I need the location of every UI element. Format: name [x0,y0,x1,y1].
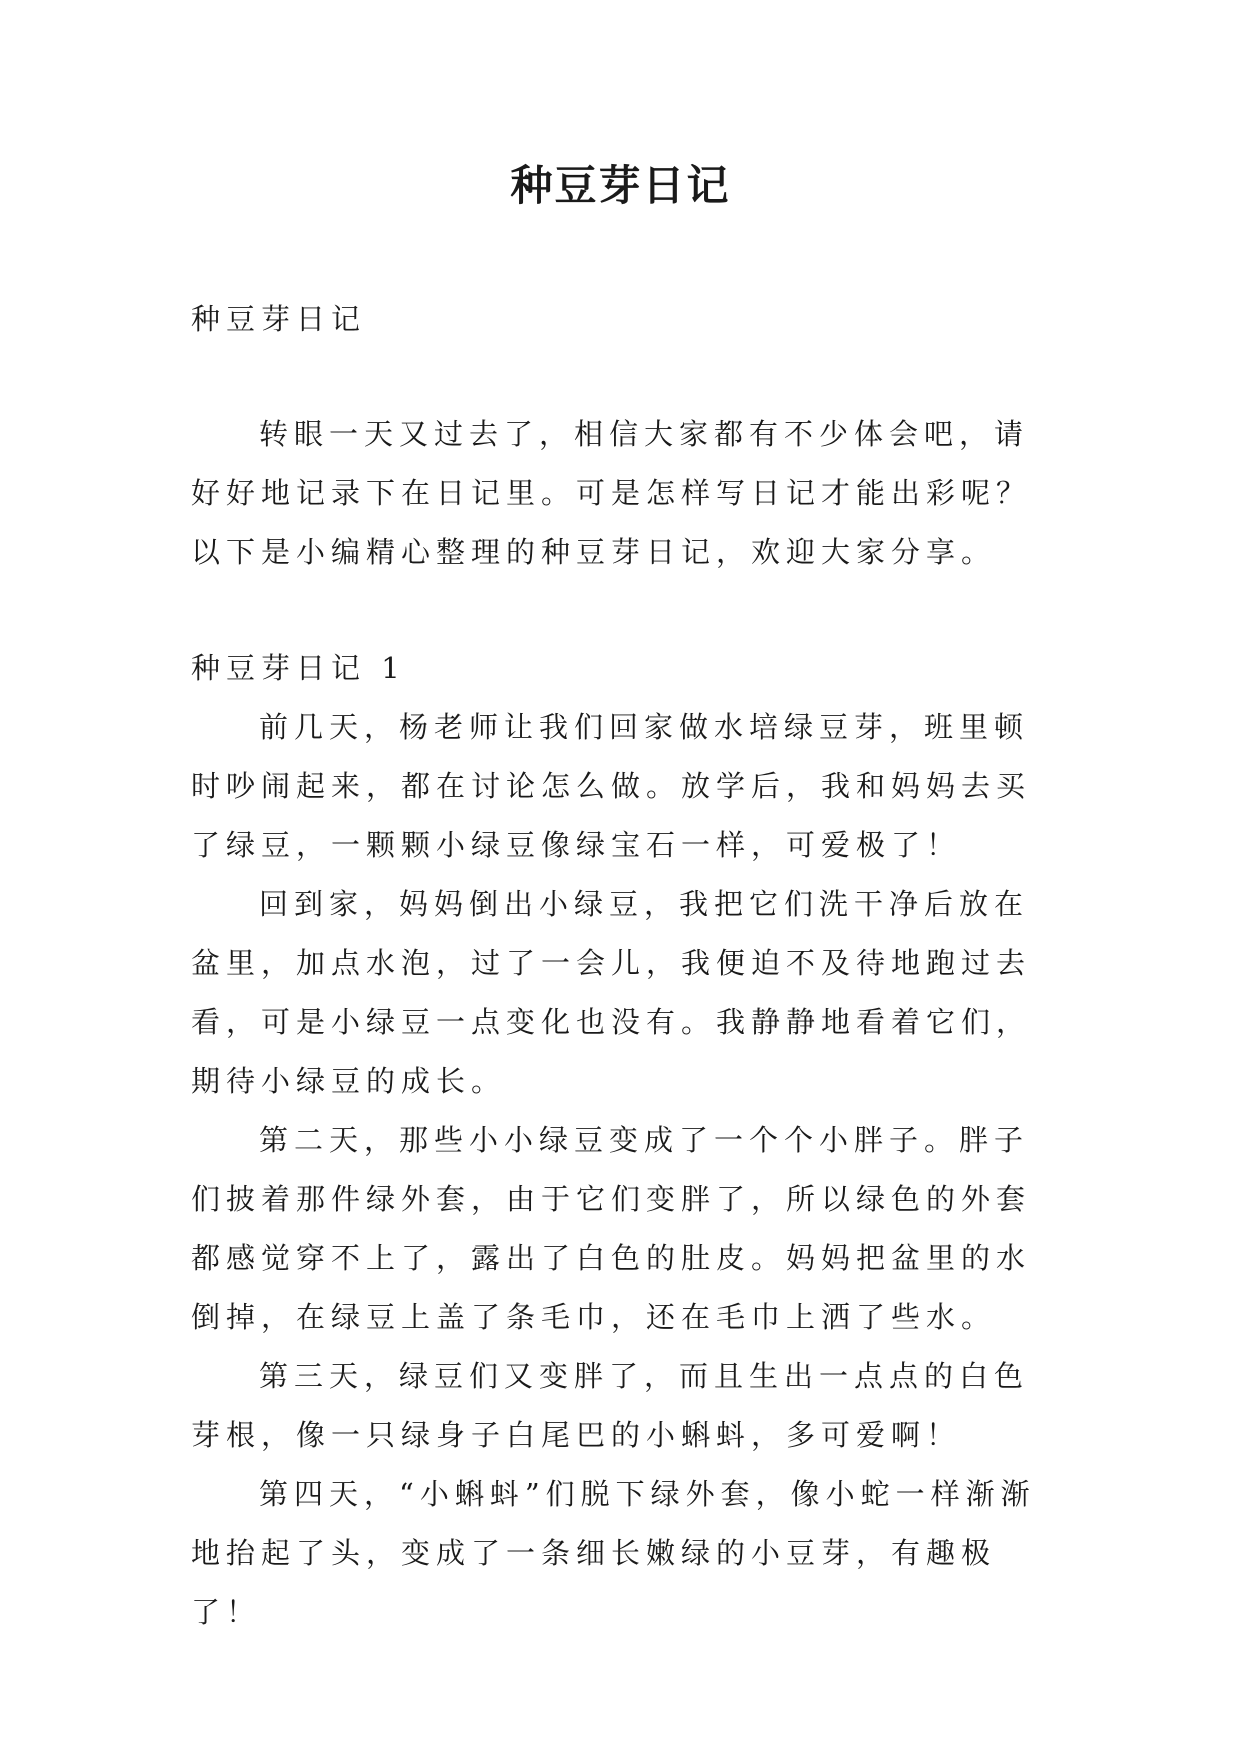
document-title: 种豆芽日记 [510,161,731,210]
document-subtitle: 种豆芽日记 [191,302,367,336]
body-paragraph: 第二天，那些小小绿豆变成了一个个小胖子。胖子们披着那件绿外套，由于它们变胖了，所以绿色的外套都感觉穿不上了，露出了白色的肚皮。妈妈把盆里的水倒掉，在绿豆上盖了条毛巾，还在毛巾上洒了些水。 [191,1123,1032,1334]
document-body [191,290,1061,1642]
body-paragraph: 第三天，绿豆们又变胖了，而且生出一点点的白色芽根，像一只绿身子白尾巴的小蝌蚪，多可爱啊！ [191,1359,1030,1452]
body-paragraph: 前几天，杨老师让我们回家做水培绿豆芽，班里顿时吵闹起来，都在讨论怎么做。放学后，我和妈妈去买了绿豆，一颗颗小绿豆像绿宝石一样，可爱极了！ [191,710,1032,862]
section-heading: 种豆芽日记 1 [191,651,406,685]
body-paragraph: 第四天，“小蝌蚪”们脱下绿外套，像小蛇一样渐渐地抬起了头，变成了一条细长嫩绿的小豆芽，有趣极了！ [191,1477,1036,1629]
intro-paragraph: 转眼一天又过去了，相信大家都有不少体会吧，请好好地记录下在日记里。可是怎样写日记才能出彩呢？以下是小编精心整理的种豆芽日记，欢迎大家分享。 [191,417,1032,569]
body-paragraph: 回到家，妈妈倒出小绿豆，我把它们洗干净后放在盆里，加点水泡，过了一会儿，我便迫不及待地跑过去看，可是小绿豆一点变化也没有。我静静地看着它们，期待小绿豆的成长。 [191,887,1032,1098]
